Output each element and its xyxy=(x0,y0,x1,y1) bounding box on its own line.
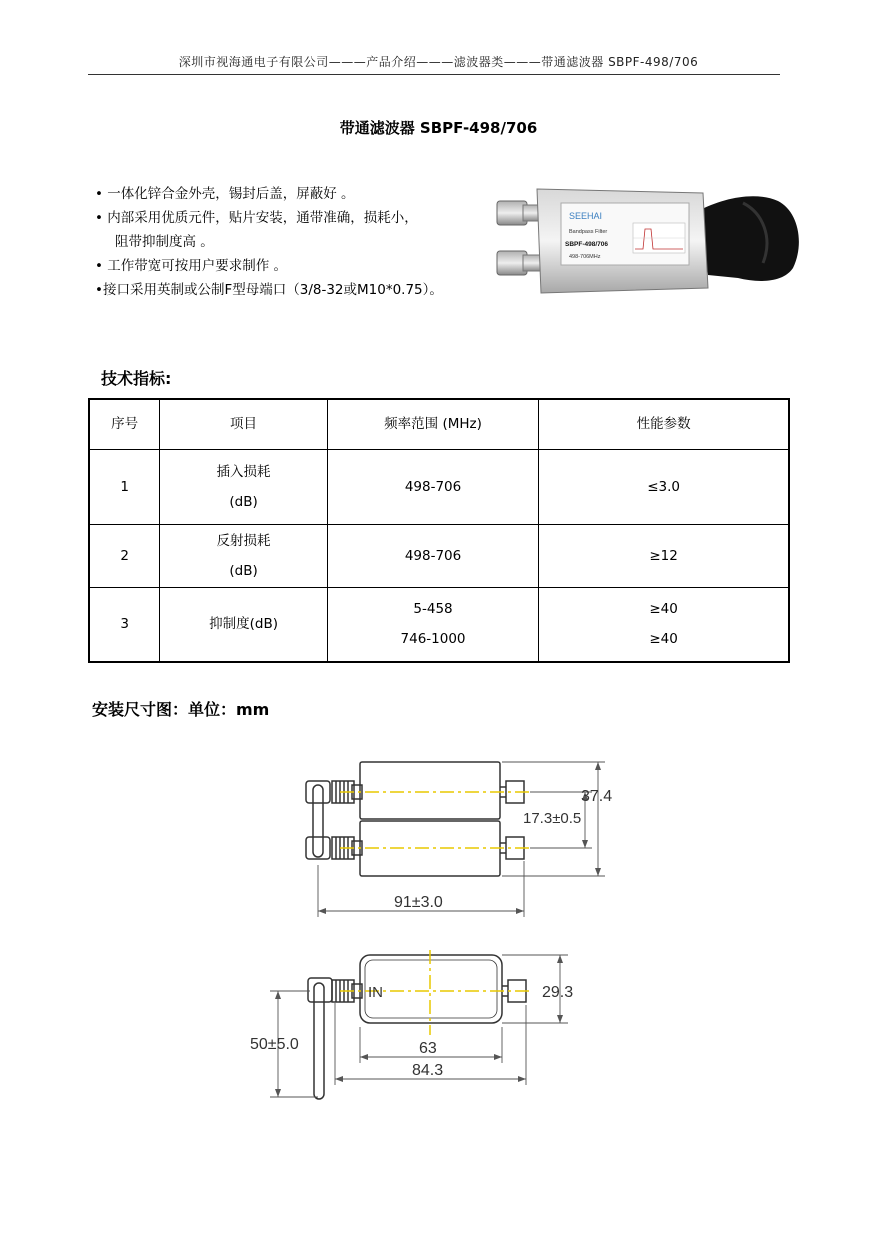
feature-item: • 工作带宽可按用户要求制作 。 xyxy=(95,258,288,274)
header-cell-item: 项目 xyxy=(160,399,328,449)
cell-value: ≤3.0 xyxy=(539,449,789,524)
product-photo xyxy=(493,183,805,301)
table-row xyxy=(89,449,789,524)
value-line: ≥40 xyxy=(649,601,678,618)
feature-item: • 内部采用优质元件，贴片安装，通带准确，损耗小， xyxy=(95,210,418,226)
cell-no: 3 xyxy=(89,587,160,662)
photo-brand: SEEHAI xyxy=(569,211,603,221)
header-cell-no: 序号 xyxy=(89,399,160,449)
table-header-row xyxy=(89,399,789,449)
dim-side-length: 84.3 xyxy=(412,1062,444,1079)
spec-table xyxy=(88,398,790,663)
dim-height-total: 37.4 xyxy=(581,788,613,805)
cell-freq xyxy=(327,587,538,662)
cell-item xyxy=(160,524,328,587)
page-title: 带通滤波器 SBPF-498/706 xyxy=(339,119,538,137)
feature-item: • 一体化锌合金外壳，锡封后盖，屏蔽好 。 xyxy=(95,186,355,202)
dim-length-total: 91±3.0 xyxy=(394,894,443,911)
dim-body-length: 63 xyxy=(419,1040,437,1057)
freq-line: 5-458 xyxy=(413,601,453,618)
item-unit: (dB) xyxy=(229,562,258,579)
spec-section-title: 技术指标: xyxy=(101,369,172,388)
table-row xyxy=(89,587,789,662)
cell-value: ≥12 xyxy=(539,524,789,587)
dim-lead-length: 50±5.0 xyxy=(250,1036,299,1053)
photo-subtitle: Bandpass Filter xyxy=(569,229,608,235)
feature-item: •接口采用英制或公制F型母端口（3/8-32或M10*0.75）。 xyxy=(95,282,443,298)
header-cell-freq: 频率范围 (MHz) xyxy=(327,399,538,449)
cell-no: 1 xyxy=(89,449,160,524)
cell-item xyxy=(160,449,328,524)
cell-no: 2 xyxy=(89,524,160,587)
cell-freq: 498-706 xyxy=(327,449,538,524)
feature-item: 阻带抑制度高 。 xyxy=(115,234,214,250)
dimension-section-title: 安装尺寸图：单位：mm xyxy=(92,700,270,719)
dimension-drawing xyxy=(240,745,640,1115)
dim-side-height: 29.3 xyxy=(542,984,574,1001)
dim-port-spacing: 17.3±0.5 xyxy=(523,810,582,827)
cell-item: 抑制度(dB) xyxy=(160,587,328,662)
feature-list xyxy=(95,182,443,302)
page-header-breadcrumb: 深圳市视海通电子有限公司———产品介绍———滤波器类———带通滤波器 SBPF-498/706 xyxy=(178,55,699,69)
freq-line: 746-1000 xyxy=(400,631,466,648)
photo-model: SBPF-498/706 xyxy=(565,241,608,248)
header-cell-value: 性能参数 xyxy=(539,399,789,449)
table-row xyxy=(89,524,789,587)
photo-range: 498-706MHz xyxy=(569,254,601,260)
cell-value xyxy=(539,587,789,662)
item-unit: (dB) xyxy=(229,493,258,510)
item-label: 插入损耗 xyxy=(216,463,271,480)
cell-freq: 498-706 xyxy=(327,524,538,587)
header-divider xyxy=(88,74,780,75)
port-in-label: IN xyxy=(368,984,383,1001)
value-line: ≥40 xyxy=(649,631,678,648)
item-label: 反射损耗 xyxy=(216,532,271,549)
